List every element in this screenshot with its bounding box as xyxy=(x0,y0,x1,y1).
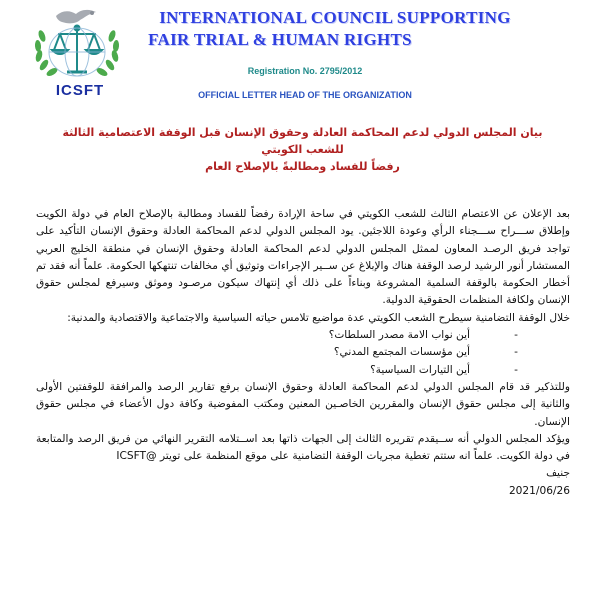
twitter-handle[interactable]: @ICSFT xyxy=(116,450,157,463)
paragraph-3: وللتذكير قد قام المجلس الدولي لدعم المحاكمة العادلة وحقوق الإنسان برفع تقارير الرصد والمرافقة للوقفتين الأولى والثانية إلى مجلس حقوق الإنسان والمقررين الخاصـين المعنين ومكتب المفوضية وكافة دول الأعضاء في مجلس حقوق الإنسان. xyxy=(36,380,570,428)
paragraph-1: بعد الإعلان عن الاعتصام الثالث للشعب الكويتي في ساحة الإرادة رفضاً للفساد ومطالبة بالإصلاح العام في دولة الكويت وإطلاق ســـراح ســـجناء الرأي وعودة اللاجئين. يود المجلس الدولي لدعم المحاكمة العادلة وحقوق الإنسان التأكيد على تواجد فريق الرصـد المعاون لممثل المجلس الدولي لدعم المحاكمة العادلة وحقوق الإنسان في منطقة الخليج العربي المستشار أنور الرشيد لرصد الوقفة هناك والإبلاغ عن ســير الإجراءات وتوثيق أي مخالفات تنتهكها الحكومة. علماً أنه فقد تم أخطار الحكومة بالوقفة السلمية المشروعة وبناءاً على ذلك أي إنتهاك سيكون مرصـود وموثق وسيرفع لمجلس حقوق الإنسان ولكافة المنظمات الحقوقية الدولية. xyxy=(36,208,570,307)
signature-place: جنيف xyxy=(546,467,570,480)
question-item: - أين التيارات السياسية؟ xyxy=(36,362,518,379)
organization-name-line2: FAIR TRIAL & HUMAN RIGHTS xyxy=(148,30,412,49)
question-item: - أين مؤسسات المجتمع المدني؟ xyxy=(36,344,518,361)
questions-list xyxy=(36,327,570,379)
signature-date: 2021/06/26 xyxy=(508,484,570,497)
paragraph-2: خلال الوقفة التضامنية سيطرح الشعب الكويتي عدة مواضيع تلامس حياته السياسية والاجتماعية والاقتصادية والمدنية: xyxy=(67,311,570,324)
statement-title-line2: رفضاً للفساد ومطالبةً بالإصلاح العام xyxy=(205,160,400,173)
paragraph-4-text: ويؤكد المجلس الدولي أنه ســيقدم تقريره الثالث إلى الجهات ذاتها بعد اســتلامه التقرير النهائي من فريق الرصد والمتابعة في دولة الكويت. علماً انه ستتم تغطية مجريات الوقفة التضامنية على موقع المنظمة على تويتر xyxy=(36,432,570,463)
paragraph-4 xyxy=(36,431,570,466)
statement-title-line1: بيان المجلس الدولي لدعم المحاكمة العادلة وحقوق الإنسان قبل الوقفة الاعتصامية الثالثة للشعب الكويتي xyxy=(62,126,543,156)
registration-number: Registration No. 2795/2012 xyxy=(247,66,363,76)
letterhead-caption: OFFICIAL LETTER HEAD OF THE ORGANIZATION xyxy=(198,90,412,100)
organization-name-line1: INTERNATIONAL COUNCIL SUPPORTING xyxy=(159,8,511,27)
statement-body xyxy=(36,206,570,500)
question-item: - أين نواب الامة مصدر السلطات؟ xyxy=(36,327,518,344)
statement-title xyxy=(50,124,555,175)
logo-text: ICSFT xyxy=(55,82,105,99)
